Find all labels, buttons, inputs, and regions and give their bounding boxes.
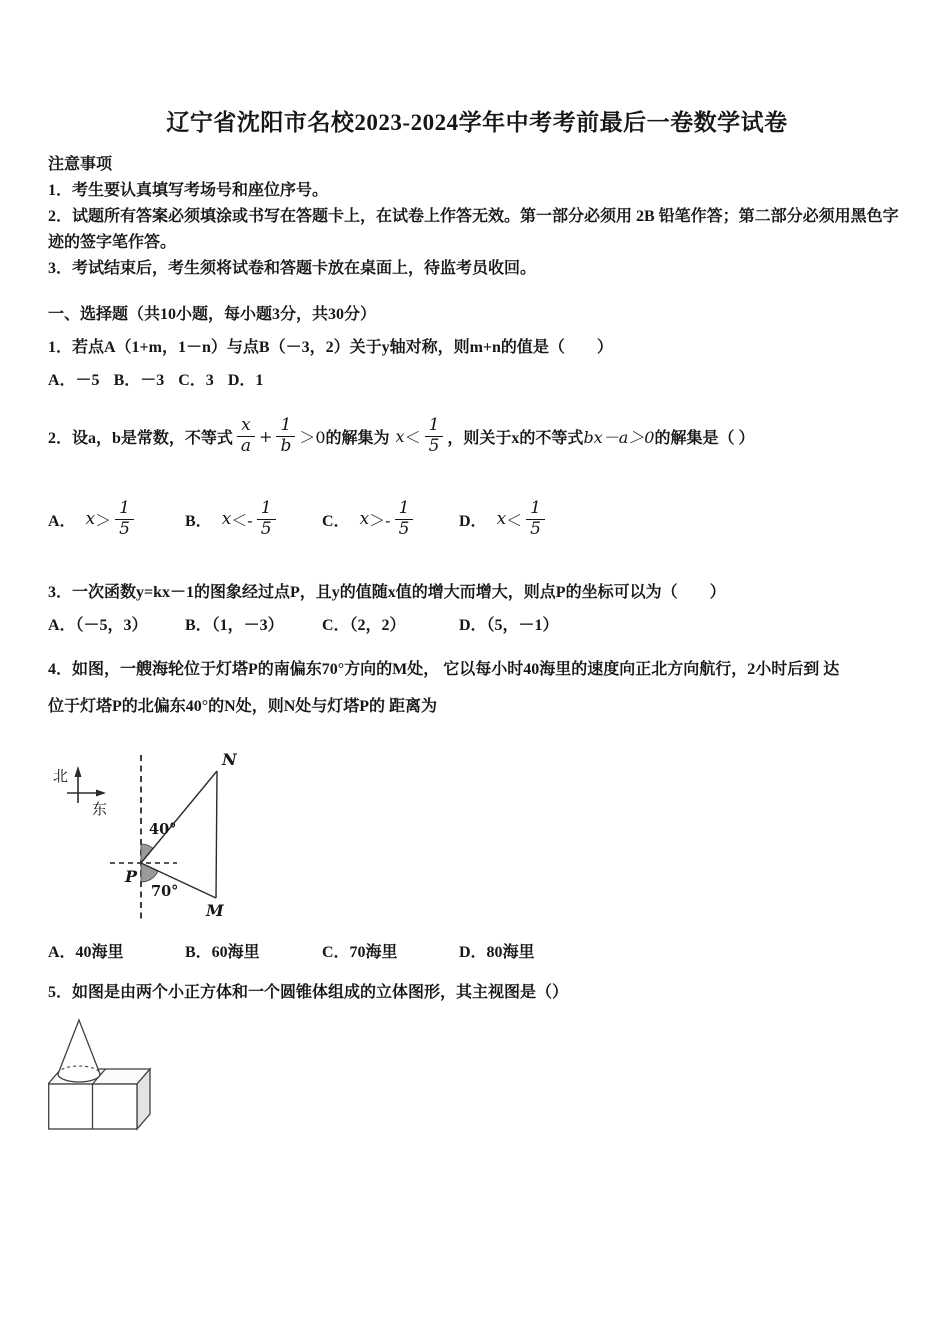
q3-option-c: C．（2，2） <box>322 617 406 634</box>
plus-sign: + <box>259 426 273 446</box>
fraction-1-over-5: $\frac{1}{5}$ <box>425 416 444 456</box>
q4-option-b: B．60海里 <box>185 944 260 961</box>
cone <box>58 1020 100 1082</box>
q4-option-a: A．40海里 <box>48 944 124 961</box>
point-label-m: M <box>206 901 224 920</box>
angle-wedge-south <box>141 863 158 882</box>
q4-option-c: C．70海里 <box>322 944 398 961</box>
q2-option-d: D． x ＜ $\frac{1}{5}$ <box>459 499 596 539</box>
question-2-options <box>48 490 906 548</box>
q2-text-post: ，则关于x的不等式 <box>447 429 584 447</box>
q2-var-x: x <box>395 426 405 446</box>
q1-option-a: A．－5 <box>48 372 100 389</box>
less-than-sign: ＜ <box>404 427 421 447</box>
fraction-1-over-b: $\frac{1}{b}$ <box>276 416 295 456</box>
q4-line-1: 4．如图，一艘海轮位于灯塔P的南偏东70°方向的M处， 它以每小时40海里的速度向正北方向航行，2小时后到 达 <box>48 661 840 678</box>
question-4-text <box>48 651 906 725</box>
notice-item-1: 1．考生要认真填写考场号和座位序号。 <box>48 182 329 199</box>
q3-option-b: B．（1，－3） <box>185 617 284 634</box>
q4-line-2: 位于灯塔P的北偏东40°的N处，则N处与灯塔P的 距离为 <box>48 698 438 715</box>
question-3-text: 3．一次函数y=kx－1的图象经过点P，且y的值随x值的增大而增大，则点P的坐标可以为（ ） <box>48 584 726 601</box>
q2-option-b: B． x ＜- $\frac{1}{5}$ <box>185 499 322 539</box>
fraction-x-over-a: $\frac{x}{a}$ <box>237 416 255 456</box>
q2-inequality: bx－a＞0 <box>583 427 655 447</box>
question-3-options <box>48 613 906 639</box>
q3-option-a: A．（－5，3） <box>48 617 148 634</box>
q2-option-b-fraction: $\frac{1}{5}$ <box>257 499 276 539</box>
q1-option-b: B．－3 <box>113 372 165 389</box>
q2-text-tail: 的解集是（ ） <box>654 429 755 447</box>
question-4-options <box>48 940 906 966</box>
compass-icon <box>67 766 106 803</box>
angle-label-70: 70° <box>151 883 179 900</box>
exam-title: 辽宁省沈阳市名校2023-2024学年中考考前最后一卷数学试卷 <box>166 110 788 135</box>
question-5-text: 5．如图是由两个小正方体和一个圆锥体组成的立体图形，其主视图是（） <box>48 984 569 1001</box>
q1-option-d: D．1 <box>227 372 264 389</box>
point-label-p: P <box>125 867 138 886</box>
navigation-figure <box>48 739 283 924</box>
question-1-options <box>48 368 906 394</box>
section-1-heading: 一、选择题（共10小题，每小题3分，共30分） <box>48 306 377 323</box>
q2-text-pre: 2．设a，b是常数，不等式 <box>48 429 233 447</box>
solid-figure <box>48 1016 168 1141</box>
north-label: 北 <box>53 769 69 785</box>
notice-item-2: 2．试题所有答案必须填涂或书写在答题卡上，在试卷上作答无效。第一部分必须用 2B 铅笔作答；第二部分必须用黑色字迹的签字笔作答。 <box>48 208 899 251</box>
q2-option-d-fraction: $\frac{1}{5}$ <box>526 499 545 539</box>
q2-text-mid: 的解集为 <box>325 429 390 447</box>
notice-heading: 注意事项 <box>48 156 113 173</box>
q4-option-d: D．80海里 <box>459 944 535 961</box>
q2-option-c: C． x ＞- $\frac{1}{5}$ <box>322 499 459 539</box>
greater-than-zero: ＞0 <box>299 427 326 447</box>
question-1-text: 1．若点A（1+m，1－n）与点B（－3，2）关于y轴对称，则m+n的值是（ ） <box>48 339 613 356</box>
q1-option-c: C．3 <box>178 372 214 389</box>
angle-label-40: 40° <box>149 821 177 838</box>
q2-option-a-fraction: $\frac{1}{5}$ <box>115 499 134 539</box>
question-2-text <box>48 408 906 464</box>
q3-option-d: D．（5，－1） <box>459 617 559 634</box>
point-label-n: N <box>222 750 237 769</box>
east-label: 东 <box>92 802 108 818</box>
q2-option-a: A． x ＞ $\frac{1}{5}$ <box>48 499 185 539</box>
notice-item-3: 3．考试结束后，考生须将试卷和答题卡放在桌面上，待监考员收回。 <box>48 260 537 277</box>
q2-option-c-fraction: $\frac{1}{5}$ <box>395 499 414 539</box>
